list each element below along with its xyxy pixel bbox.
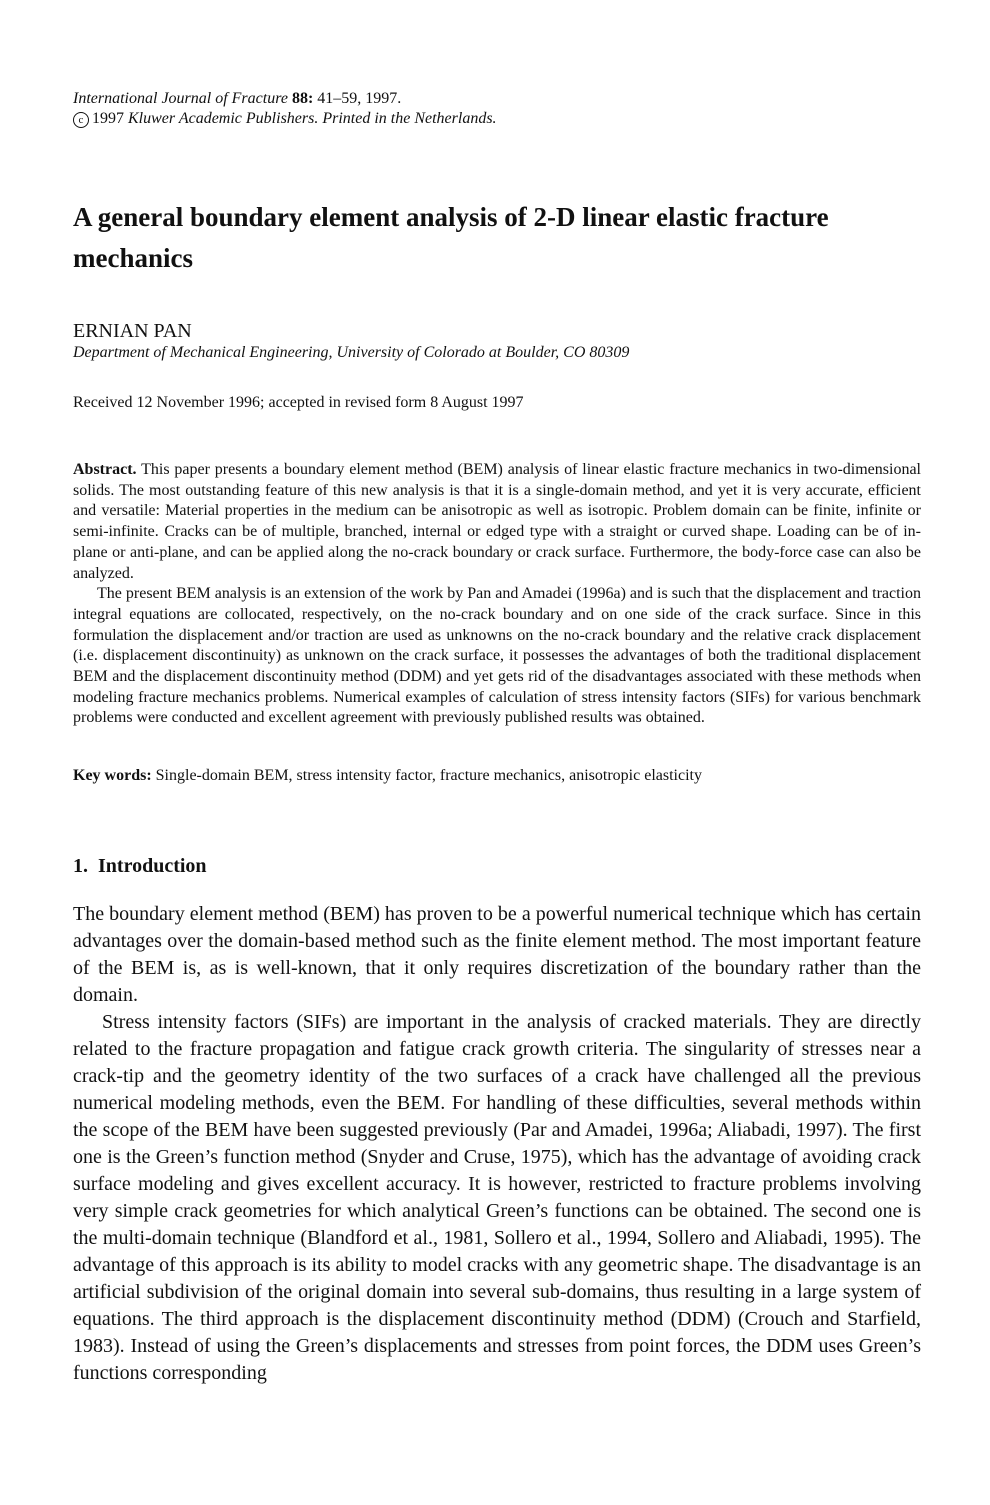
section-heading [73, 855, 207, 878]
section-number: 1. [73, 855, 88, 877]
affiliation: Department of Mechanical Engineering, University of Colorado at Boulder, CO 80309 [73, 344, 630, 361]
copyright-icon: c [73, 112, 89, 128]
introduction-body [73, 901, 921, 1387]
abstract-paragraph-2: The present BEM analysis is an extension of the work by Pan and Amadei (1996a) and is such that the displacement and traction integral equations are collocated, respectively, on the no-crack boundary and on one side of the crack surface. Since in this formulation the displacement and/or traction are used as unknowns on the no-crack boundary and the relative crack displacement (i.e. displacement discontinuity) as unknown on the crack surface, it possesses the advantages of both the traditional displacement BEM and the displacement discontinuity method (DDM) and yet gets rid of the disadvantages associated with these methods when modeling fracture mechanics problems. Numerical examples of calculation of stress intensity factors (SIFs) for various benchmark problems were conducted and excellent agreement with previously published results was obtained. [73, 585, 921, 727]
keywords-label: Key words: [73, 767, 152, 784]
copyright-year: 1997 [92, 110, 124, 127]
intro-paragraph-2: Stress intensity factors (SIFs) are important in the analysis of cracked materials. They are directly related to the fracture propagation and fatigue crack growth criteria. The singularity of stresses near a crack-tip and the geometry identity of the two surfaces of a crack have challenged all the previous numerical modeling methods, even the BEM. For handling of these difficulties, several methods within the scope of the BEM have been suggested previously (Par and Amadei, 1996a; Aliabadi, 1997). The first one is the Green’s function method (Snyder and Cruse, 1975), which has the advantage of avoiding crack surface modeling and gives excellent accuracy. It is however, restricted to fracture problems involving very simple crack geometries for which analytical Green’s functions can be obtained. The second one is the multi-domain technique (Blandford et al., 1981, Sollero et al., 1994, Sollero and Aliabadi, 1995). The advantage of this approach is its ability to model cracks with any geometric shape. The disadvantage is an artificial subdivision of the original domain into several sub-domains, thus resulting in a large system of equations. The third approach is the displacement discontinuity method (DDM) (Crouch and Starfield, 1983). Instead of using the Green’s displacements and stresses from point forces, the DDM uses Green’s functions corresponding [73, 1011, 921, 1384]
intro-paragraph-1: The boundary element method (BEM) has proven to be a powerful numerical technique which has certain advantages over the domain-based method such as the finite element method. The most important feature of the BEM is, as is well-known, that it only requires discretization of the boundary rather than the domain. [73, 903, 921, 1006]
volume: 88: [291, 90, 314, 107]
abstract [73, 460, 921, 729]
keywords-text: Single-domain BEM, stress intensity factor, fracture mechanics, anisotropic elasticity [155, 767, 702, 784]
publisher: Kluwer Academic Publishers. Printed in the Netherlands. [128, 110, 497, 127]
paper-title: A general boundary element analysis of 2-D linear elastic fracture mechanics [73, 202, 829, 273]
abstract-label: Abstract. [73, 461, 137, 478]
abstract-text-1: This paper presents a boundary element method (BEM) analysis of linear elastic fracture mechanics in two-dimensional solids. The most outstanding feature of this new analysis is that it is a single-domain method, and yet it is very accurate, efficient and versatile: Material properties in the medium can be anisotropic as well as isotropic. Problem domain can be finite, infinite or semi-infinite. Cracks can be of multiple, branched, internal or edged type with a straight or curved shape. Loading can be of in-plane or anti-plane, and can be applied along the no-crack boundary or crack surface. Furthermore, the body-force case can also be analyzed. [73, 461, 921, 582]
journal-name: International Journal of Fracture [73, 90, 288, 107]
pages-year: 41–59, 1997. [317, 90, 402, 107]
section-title: Introduction [98, 855, 207, 877]
copyright-line [73, 109, 497, 129]
journal-header [73, 89, 497, 129]
abstract-paragraph-1 [73, 460, 921, 584]
received-date: Received 12 November 1996; accepted in revised form 8 August 1997 [73, 394, 524, 411]
citation-line [73, 89, 497, 109]
author: ERNIAN PAN [73, 320, 192, 342]
keywords [73, 767, 702, 785]
